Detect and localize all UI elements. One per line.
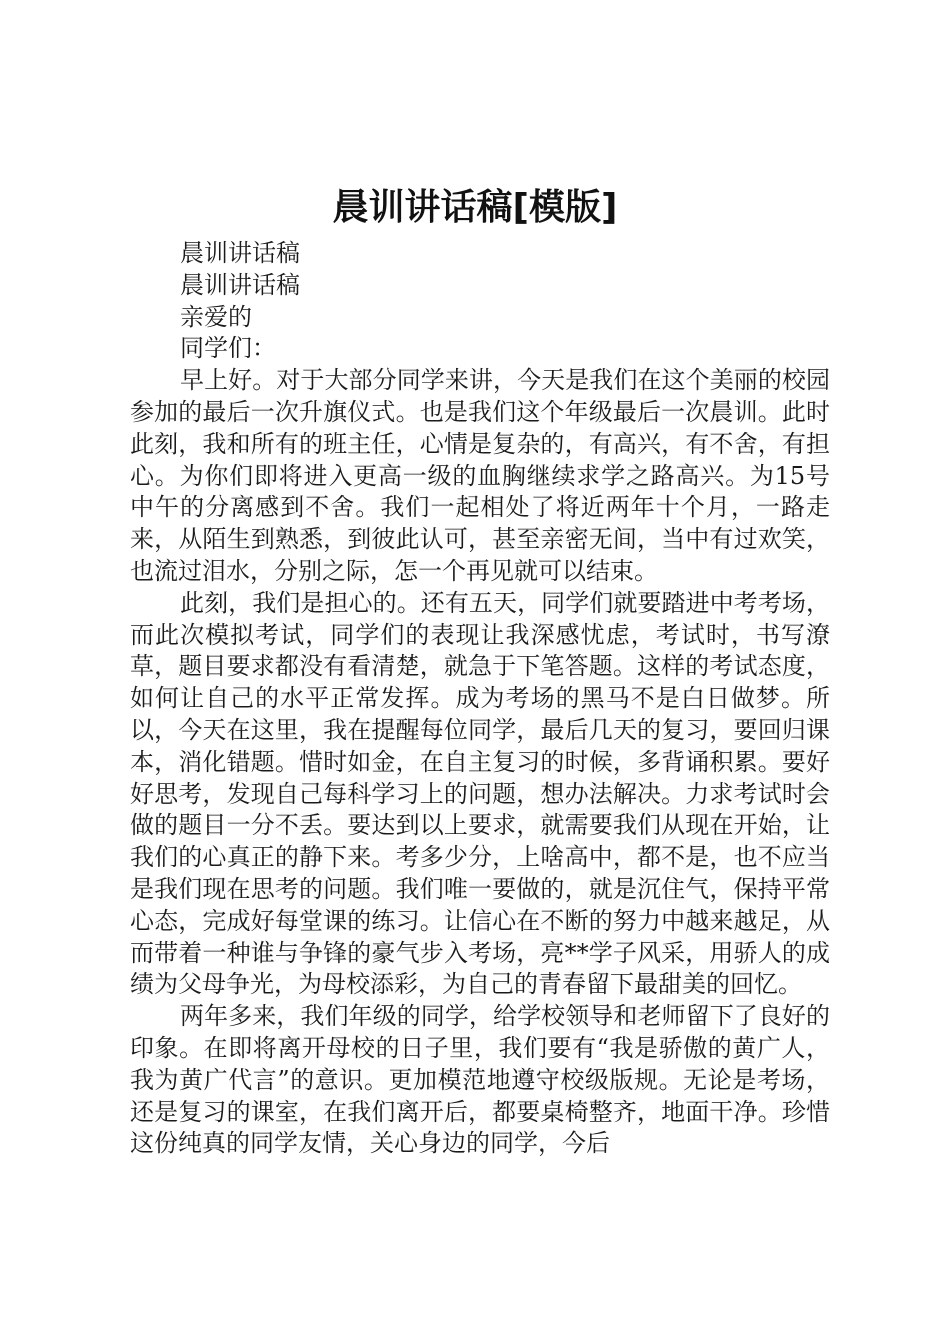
body-paragraph: 两年多来，我们年级的同学，给学校领导和老师留下了良好的印象。在即将离开母校的日子里，我们要有“我是骄傲的黄广人，我为黄广代言”的意识。更加模范地遵守校级版规。无论是考场，还是复习的课室，在我们离开后，都要桌椅整齐，地面干净。珍惜这份纯真的同学友情，关心身边的同学，今后 <box>130 1002 830 1158</box>
body-paragraph: 早上好。对于大部分同学来讲，今天是我们在这个美丽的校园参加的最后一次升旗仪式。也是我们这个年级最后一次晨训。此时此刻，我和所有的班主任，心情是复杂的，有高兴，有不舍，有担心。为你们即将进入更高一级的血胸继续求学之路高兴。为15号中午的分离感到不舍。我们一起相处了将近两年十个月，一路走来，从陌生到熟悉，到彼此认可，甚至亲密无间，当中有过欢笑，也流过泪水，分别之际，怎一个再见就可以结束。 <box>130 366 830 585</box>
document-body <box>130 238 830 1160</box>
document-title: 晨训讲话稿[模版] <box>332 187 618 228</box>
salutation-line: 同学们： <box>180 334 276 363</box>
heading-line: 晨训讲话稿 <box>180 239 300 267</box>
heading-line: 晨训讲话稿 <box>180 270 300 299</box>
salutation-line: 亲爱的 <box>180 302 252 331</box>
body-paragraph: 此刻，我们是担心的。还有五天，同学们就要踏进中考考场，而此次模拟考试，同学们的表现让我深感忧虑，考试时，书写潦草，题目要求都没有看清楚，就急于下笔答题。这样的考试态度，如何让自己的水平正常发挥。成为考场的黑马不是白日做梦。所以，今天在这里，我在提醒每位同学，最后几天的复习，要回归课本，消化错题。惜时如金，在自主复习的时候，多背诵积累。要好好思考，发现自己每科学习上的问题，想办法解决。力求考试时会做的题目一分不丢。要达到以上要求，就需要我们从现在开始，让我们的心真正的静下来。考多少分，上啥高中，都不是，也不应当是我们现在思考的问题。我们唯一要做的，就是沉住气，保持平常心态，完成好每堂课的练习。让信心在不断的努力中越来越足，从而带着一种谁与争锋的豪气步入考场，亮**学子风采，用骄人的成绩为父母争光，为母校添彩，为自己的青春留下最甜美的回忆。 <box>130 588 830 999</box>
